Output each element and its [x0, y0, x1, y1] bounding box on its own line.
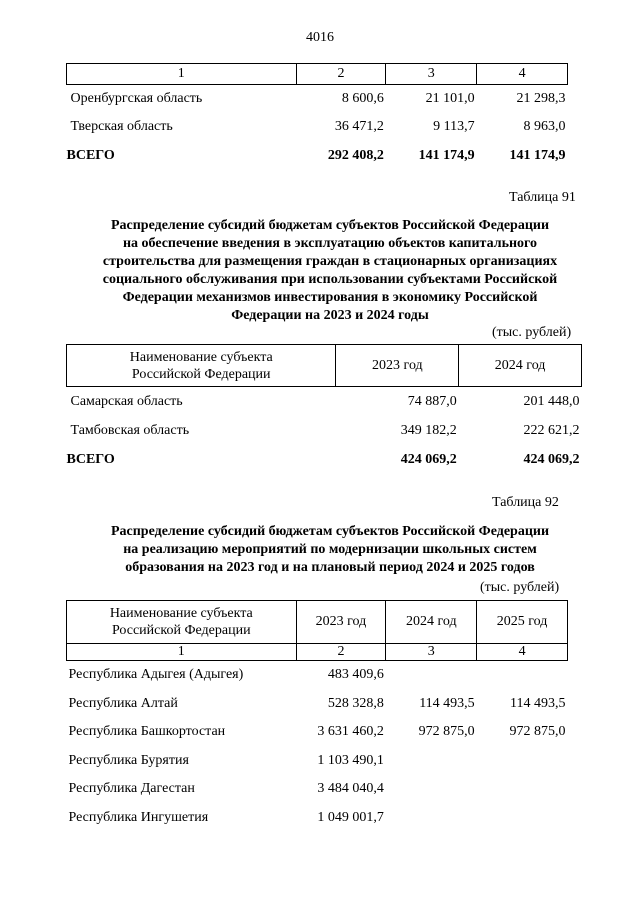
column-number: 1	[67, 64, 297, 85]
total-value: 424 069,2	[523, 451, 580, 467]
column-number: 1	[67, 644, 297, 661]
page-number: 4016	[306, 30, 334, 45]
total-label: ВСЕГО	[66, 147, 115, 163]
header-text: Российской Федерации	[111, 623, 251, 638]
value-cell: 1 049 001,7	[317, 809, 384, 825]
value-cell: 528 328,8	[327, 695, 384, 711]
value-cell	[477, 661, 568, 690]
table-header-row	[67, 345, 582, 387]
value-cell	[477, 747, 568, 775]
column-number-row	[67, 644, 568, 661]
table-92	[66, 600, 568, 832]
column-number: 2	[296, 64, 386, 85]
table-row	[67, 718, 568, 747]
title-line: на реализацию мероприятий по модернизации школьных систем	[123, 542, 537, 557]
region-name: Самарская область	[70, 393, 183, 409]
table-92-unit: (тыс. рублей)	[480, 580, 560, 595]
value-cell: 114 493,5	[419, 695, 475, 711]
table-91	[66, 344, 582, 475]
header-region	[67, 345, 336, 387]
value-cell	[386, 804, 477, 832]
value-cell	[386, 775, 477, 804]
value-cell: 3 484 040,4	[317, 781, 384, 796]
region-name: Оренбургская область	[70, 90, 203, 106]
column-number: 3	[386, 644, 477, 661]
table-header-row	[67, 601, 568, 644]
column-number: 3	[386, 64, 477, 85]
value-cell: 8 600,6	[341, 90, 384, 106]
region-name: Тверская область	[70, 119, 173, 134]
table-row	[67, 775, 568, 804]
table-91-label: Таблица 91	[509, 190, 576, 205]
table-row	[67, 85, 568, 113]
title-line: Распределение субсидий бюджетам субъектов Российской Федерации	[110, 524, 550, 539]
region-name: Республика Бурятия	[68, 752, 189, 768]
table-top	[66, 63, 568, 170]
title-line: образования на 2023 год и на плановый период 2024 и 2025 годов	[125, 560, 535, 575]
value-cell	[477, 775, 568, 804]
table-92-label: Таблица 92	[492, 495, 559, 510]
total-value: 292 408,2	[327, 147, 384, 163]
header-text: Наименование субъекта	[109, 606, 253, 621]
value-cell: 972 875,0	[418, 724, 475, 739]
value-cell: 36 471,2	[334, 119, 384, 134]
total-row	[67, 142, 568, 170]
title-line: строительства для размещения граждан в стационарных организациях	[102, 254, 558, 269]
total-value: 141 174,9	[509, 147, 566, 163]
table-row	[67, 113, 568, 142]
title-line: Федерации механизмов инвестирования в экономику Российской	[122, 290, 538, 305]
table-91-unit: (тыс. рублей)	[492, 325, 572, 340]
column-number: 4	[477, 64, 568, 85]
table-row	[67, 387, 582, 417]
value-cell	[477, 804, 568, 832]
header-text: Наименование субъекта	[129, 349, 273, 365]
header-region	[67, 601, 297, 644]
table-row	[67, 417, 582, 445]
total-value: 141 174,9	[418, 147, 475, 163]
table-header-row	[67, 64, 568, 85]
value-cell: 222 621,2	[523, 422, 580, 438]
title-line: Распределение субсидий бюджетам субъектов Российской Федерации	[110, 218, 550, 233]
total-value: 424 069,2	[400, 451, 457, 467]
table-row	[67, 747, 568, 775]
header-2024: 2024 год	[459, 345, 582, 387]
header-text: Российской Федерации	[131, 366, 271, 382]
value-cell: 972 875,0	[509, 724, 566, 739]
value-cell: 3 631 460,2	[317, 724, 384, 739]
table-92-title	[60, 523, 600, 577]
value-cell: 21 101,0	[425, 90, 475, 106]
header-2023: 2023 год	[296, 601, 386, 644]
title-line: Федерации на 2023 и 2024 годы	[231, 308, 429, 323]
header-2025: 2025 год	[477, 601, 568, 644]
region-name: Республика Алтай	[68, 695, 178, 711]
value-cell: 114 493,5	[510, 695, 566, 711]
value-cell: 483 409,6	[327, 667, 384, 683]
value-cell	[386, 747, 477, 775]
table-91-title	[60, 217, 600, 325]
title-line: на обеспечение введения в эксплуатацию объектов капитального	[122, 236, 538, 251]
region-name: Тамбовская область	[70, 422, 190, 438]
value-cell: 349 182,2	[400, 422, 457, 438]
total-label: ВСЕГО	[66, 451, 115, 467]
value-cell: 201 448,0	[523, 393, 580, 409]
title-line: социального обслуживания при использовании субъектами Российской	[102, 272, 558, 287]
region-name: Республика Башкортостан	[68, 724, 226, 739]
region-name: Республика Адыгея (Адыгея)	[68, 667, 244, 683]
total-row	[67, 445, 582, 475]
column-number: 2	[296, 644, 386, 661]
column-number: 4	[477, 644, 568, 661]
table-row	[67, 661, 568, 690]
value-cell: 74 887,0	[407, 393, 457, 409]
region-name: Республика Дагестан	[68, 781, 195, 796]
header-2024: 2024 год	[386, 601, 477, 644]
table-row	[67, 690, 568, 718]
value-cell: 1 103 490,1	[317, 752, 384, 768]
value-cell: 9 113,7	[433, 119, 475, 134]
region-name: Республика Ингушетия	[68, 809, 209, 825]
value-cell	[386, 661, 477, 690]
value-cell: 8 963,0	[523, 119, 566, 134]
value-cell: 21 298,3	[516, 90, 566, 106]
table-row	[67, 804, 568, 832]
header-2023: 2023 год	[336, 345, 459, 387]
